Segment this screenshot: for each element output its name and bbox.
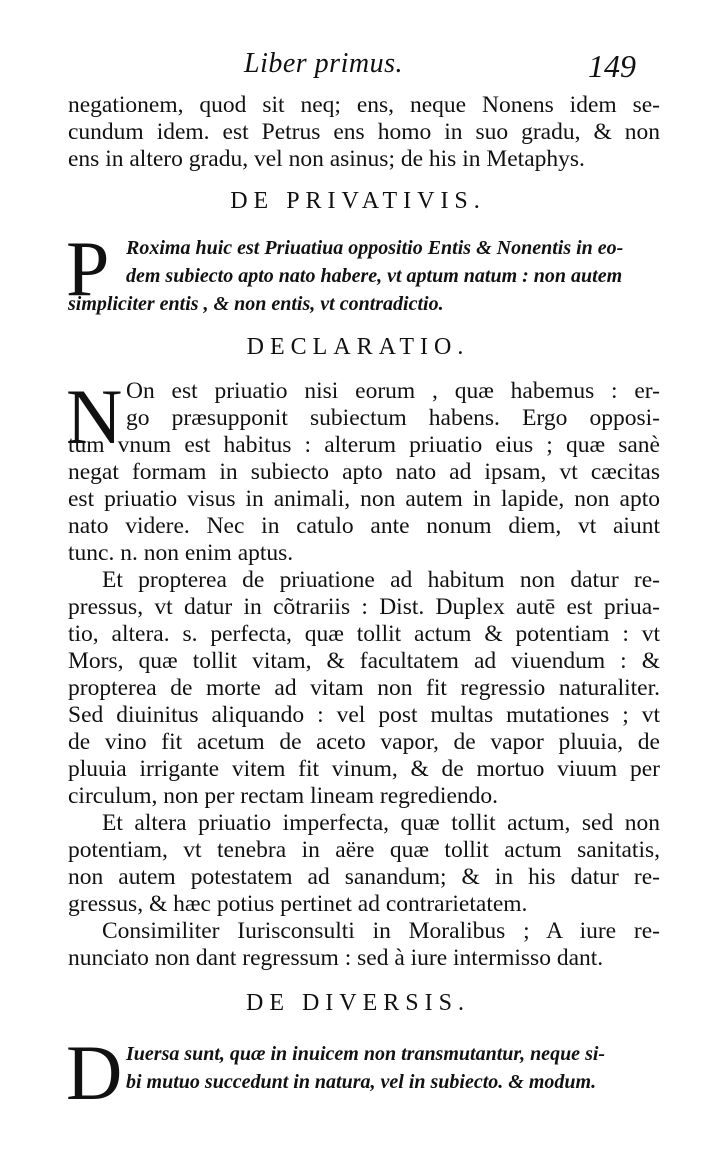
text-line: tunc. n. non enim aptus. bbox=[68, 540, 294, 566]
page-header bbox=[0, 48, 716, 88]
text-line: non autem potestatem ad sanandum; & in his datur re- bbox=[68, 864, 660, 890]
page-number: 149 bbox=[588, 48, 636, 84]
definition-line: Roxima huic est Priuatiua oppositio Entis & Nonentis in eo- bbox=[126, 237, 624, 259]
text-line: negationem, quod sit neq; ens, neque Nonens idem se- bbox=[68, 92, 660, 118]
text-line: Sed diuinitus aliquando : vel post multas mutationes ; vt bbox=[68, 702, 660, 728]
section-heading-diversis: DE DIVERSIS. bbox=[245, 990, 470, 1016]
definition-line: simpliciter entis , & non entis, vt contradictio. bbox=[68, 293, 444, 315]
text-line: On est priuatio nisi eorum , quæ habemus : er- bbox=[126, 378, 660, 404]
definition-line: dem subiecto apto nato habere, vt aptum natum : non autem bbox=[126, 265, 623, 287]
text-line: tio, altera. s. perfecta, quæ tollit actum & potentiam : vt bbox=[68, 621, 660, 647]
dropcap-d: D bbox=[66, 1029, 123, 1116]
opening-paragraph bbox=[68, 92, 660, 173]
section-heading-declaratio: DECLARATIO. bbox=[246, 334, 470, 360]
text-line: propterea de morte ad vitam non fit regressio naturaliter. bbox=[68, 675, 660, 701]
text-line: ens in altero gradu, vel non asinus; de his in Metaphys. bbox=[68, 146, 585, 172]
definition-line: bi mutuo succedunt in natura, vel in subiecto. & modum. bbox=[126, 1071, 597, 1093]
dropcap-n: N bbox=[66, 373, 123, 460]
text-line: go præsupponit subiectum habens. Ergo opposi- bbox=[126, 405, 660, 431]
text-line: Mors, quæ tollit vitam, & facultatem ad viuendum : & bbox=[68, 648, 660, 674]
declaratio-paragraph-4 bbox=[68, 918, 660, 972]
definition-diversis bbox=[68, 1040, 660, 1096]
running-title: Liber primus. bbox=[244, 48, 403, 79]
text-line: pluuia irrigante vitem fit vinum, & de mortuo viuum per bbox=[68, 756, 660, 782]
text-line: tum vnum est habitus : alterum priuatio eius ; quæ sanè bbox=[68, 432, 660, 458]
text-line: Et altera priuatio imperfecta, quæ tollit actum, sed non bbox=[102, 810, 660, 836]
declaratio-paragraph-2 bbox=[68, 567, 660, 810]
text-line: Consimiliter Iurisconsulti in Moralibus ; A iure re- bbox=[102, 918, 660, 944]
text-line: potentiam, vt tenebra in aëre quæ tollit actum sanitatis, bbox=[68, 837, 660, 863]
declaratio-paragraph-3 bbox=[68, 810, 660, 918]
text-line: circulum, non per rectam lineam regrediendo. bbox=[68, 783, 498, 809]
text-line: nunciato non dant regressum : sed à iure intermisso dant. bbox=[68, 945, 604, 971]
definition-line: Iuersa sunt, quæ in inuicem non transmutantur, neque si- bbox=[126, 1043, 606, 1065]
text-line: gressus, & hæc potius pertinet ad contrarietatem. bbox=[68, 891, 528, 917]
text-line: pressus, vt datur in cõtrariis : Dist. Duplex autē est priua- bbox=[68, 594, 660, 620]
text-line: de vino fit acetum de aceto vapor, de vapor pluuia, de bbox=[68, 729, 660, 755]
dropcap-p: P bbox=[66, 225, 110, 312]
text-line: Et propterea de priuatione ad habitum non datur re- bbox=[102, 567, 660, 593]
text-line: negat formam in subiecto apto nato ad ipsam, vt cæcitas bbox=[68, 459, 660, 485]
text-line: est priuatio visus in animali, non autem in lapide, non apto bbox=[68, 486, 660, 512]
declaratio-paragraph-1 bbox=[66, 373, 660, 567]
text-line: nato videre. Nec in catulo ante nonum diem, vt aiunt bbox=[68, 513, 660, 539]
section-heading-privativis: DE PRIVATIVIS. bbox=[230, 188, 486, 214]
definition-privativis bbox=[68, 234, 660, 318]
text-line: cundum idem. est Petrus ens homo in suo gradu, & non bbox=[68, 119, 660, 145]
